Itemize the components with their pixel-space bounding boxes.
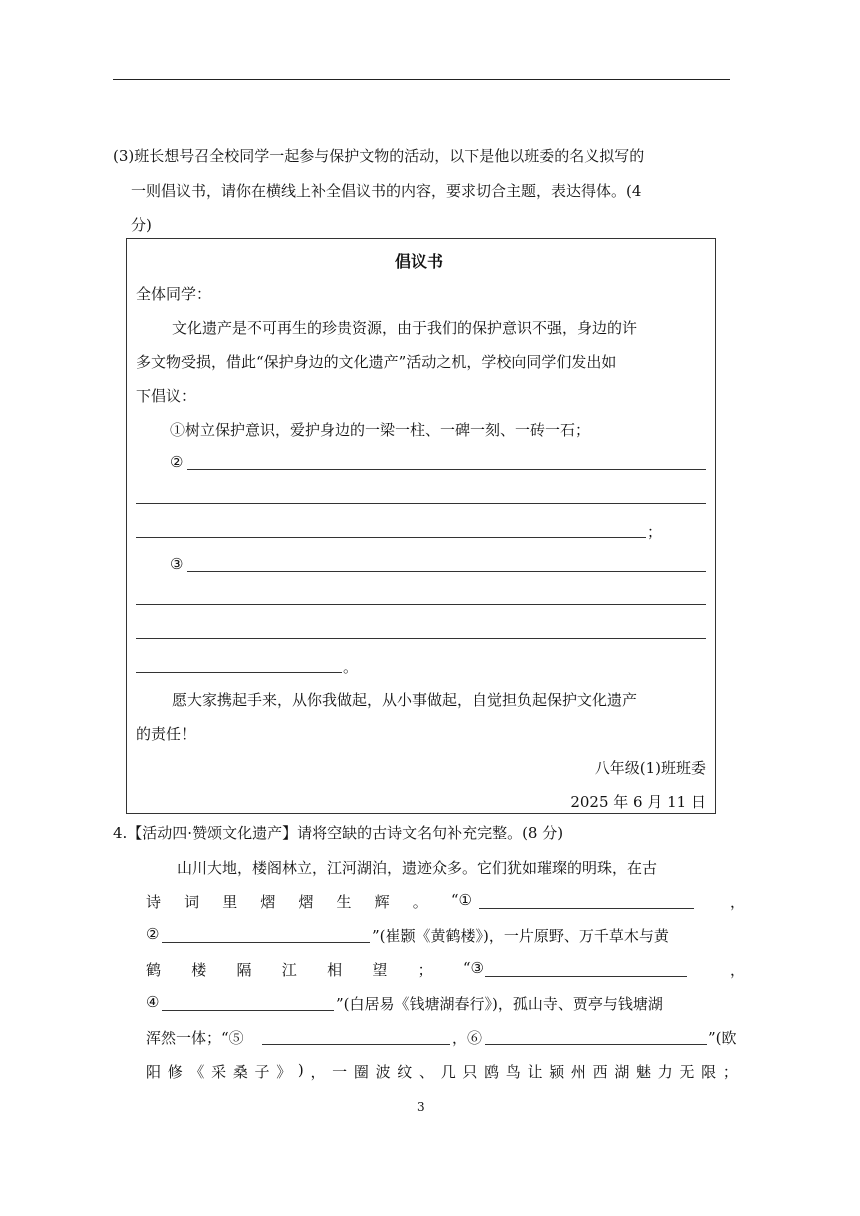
blank-2[interactable]	[162, 942, 370, 943]
blank-5[interactable]	[262, 1044, 450, 1045]
letter-salutation: 全体同学：	[136, 285, 212, 303]
letter-item1: ①树立保护意识，爱护身边的一梁一柱、一碑一刻、一砖一石；	[170, 421, 591, 439]
q4-line7-char: ；	[722, 1063, 738, 1081]
q4-line7-char: 几	[440, 1063, 456, 1081]
q4-line7-char: 桑	[232, 1063, 248, 1081]
q4-line6-start: 浑然一体；“⑤	[146, 1029, 244, 1047]
q4-line2-char: 里	[222, 893, 238, 911]
q4-line2-char: 辉	[374, 893, 390, 911]
q4-line4-char: 隔	[236, 961, 252, 979]
blank-4[interactable]	[162, 1010, 334, 1011]
item2-blank-line2[interactable]	[136, 503, 706, 504]
q4-line5-text: ”(白居易《钱塘湖春行》)，孤山寺、贾亭与钱塘湖	[336, 995, 663, 1013]
q4-line2-char: 生	[336, 893, 352, 911]
q4-line7-char: 修	[167, 1063, 183, 1081]
q4-line7-char: 阳	[146, 1063, 162, 1081]
q4-line7-char: )	[297, 1061, 304, 1079]
letter-intro-line1: 文化遗产是不可再生的珍贵资源，由于我们的保护意识不强，身边的许	[172, 319, 638, 337]
q4-line7-char: 魅	[636, 1063, 652, 1081]
q4-line7-char: 无	[679, 1063, 695, 1081]
q4-line2-char: 。	[412, 893, 428, 911]
q4-line4-char: 楼	[191, 961, 207, 979]
q4-line2-char: 熠	[260, 893, 276, 911]
q4-line5-marker: ④	[146, 993, 160, 1011]
question4-heading: 4.【活动四·赞颂文化遗产】请将空缺的古诗文名句补充完整。(8 分)	[113, 824, 564, 842]
q4-line2-char: “①	[450, 891, 472, 909]
q4-line7-char: 力	[657, 1063, 673, 1081]
blank-6[interactable]	[485, 1044, 707, 1045]
letter-title: 倡议书	[395, 252, 444, 271]
item3-blank-line4[interactable]	[136, 672, 342, 673]
letter-date: 2025 年 6 月 11 日	[570, 793, 706, 811]
q4-line7-char: 限	[701, 1063, 717, 1081]
header-rule	[113, 79, 730, 80]
q4-line7-char: 鸟	[505, 1063, 521, 1081]
question3-line2: 一则倡议书，请你在横线上补全倡议书的内容，要求切合主题，表达得体。(4	[131, 182, 642, 200]
item2-end-punct: ；	[647, 523, 663, 541]
q4-line7-char: 采	[211, 1063, 227, 1081]
letter-signature: 八年级(1)班班委	[594, 759, 706, 777]
letter-item2-marker: ②	[170, 453, 184, 471]
q4-line7-char: 圈	[353, 1063, 369, 1081]
letter-intro-line3: 下倡议：	[136, 387, 197, 405]
question3-line1: (3)班长想号召全校同学一起参与保护文物的活动，以下是他以班委的名义拟写的	[113, 147, 645, 165]
q4-line7-char: 颍	[549, 1063, 565, 1081]
blank-3[interactable]	[485, 976, 687, 977]
question3-line3: 分)	[131, 216, 152, 234]
item3-blank-line3[interactable]	[136, 638, 706, 639]
q4-line3-marker: ②	[146, 925, 160, 943]
letter-closing-line2: 的责任！	[136, 725, 197, 743]
q4-line4-char: 相	[327, 961, 343, 979]
q4-line4-char: 鹤	[146, 961, 162, 979]
q4-line7-char: 州	[570, 1063, 586, 1081]
q4-line7-char: 鸥	[484, 1063, 500, 1081]
q4-line2-end: ，	[730, 893, 746, 911]
item2-blank-line3[interactable]	[136, 537, 646, 538]
letter-closing-line1: 愿大家携起手来，从你我做起，从小事做起，自觉担负起保护文化遗产	[172, 691, 638, 709]
q4-line4-char: “③	[462, 959, 484, 977]
q4-line6-end: ”(欧	[708, 1029, 737, 1047]
q4-line7-char: 一	[332, 1063, 348, 1081]
item2-blank-line1[interactable]	[187, 469, 706, 470]
q4-line4-text	[146, 959, 484, 980]
q4-line7-char: 、	[418, 1063, 434, 1081]
q4-line4-end: ，	[730, 961, 746, 979]
page-number: 3	[417, 1100, 425, 1114]
q4-line7-char: 波	[375, 1063, 391, 1081]
letter-item3-marker: ③	[170, 555, 184, 573]
q4-line7-char: 《	[189, 1063, 205, 1081]
q4-line4-char: ；	[417, 961, 433, 979]
q4-line4-char: 望	[372, 961, 388, 979]
q4-line3-text: ”(崔颢《黄鹤楼》)，一片原野、万千草木与黄	[372, 927, 669, 945]
item3-blank-line1[interactable]	[187, 571, 706, 572]
q4-line6-comma: ，⑥	[452, 1029, 483, 1047]
item3-blank-line2[interactable]	[136, 604, 706, 605]
q4-line7-char: 》	[276, 1063, 292, 1081]
q4-line7-char: 只	[462, 1063, 478, 1081]
q4-line7-char: 湖	[614, 1063, 630, 1081]
q4-line2-char: 熠	[298, 893, 314, 911]
q4-line7-char: 纹	[397, 1063, 413, 1081]
blank-1[interactable]	[479, 908, 694, 909]
q4-line4-char: 江	[281, 961, 297, 979]
q4-line1: 山川大地，楼阁林立，江河湖泊，遗迹众多。它们犹如璀璨的明珠，在古	[177, 859, 658, 877]
item3-end-punct: 。	[343, 658, 359, 676]
q4-line2-text	[146, 891, 472, 912]
q4-line7-char: ，	[310, 1063, 326, 1081]
letter-intro-line2: 多文物受损，借此“保护身边的文化遗产”活动之机，学校向同学们发出如	[136, 353, 617, 371]
q4-line2-char: 词	[184, 893, 200, 911]
q4-line2-char: 诗	[146, 893, 162, 911]
q4-line7-char: 让	[527, 1063, 543, 1081]
q4-line7-text	[146, 1061, 738, 1082]
q4-line7-char: 西	[592, 1063, 608, 1081]
q4-line7-char: 子	[254, 1063, 270, 1081]
